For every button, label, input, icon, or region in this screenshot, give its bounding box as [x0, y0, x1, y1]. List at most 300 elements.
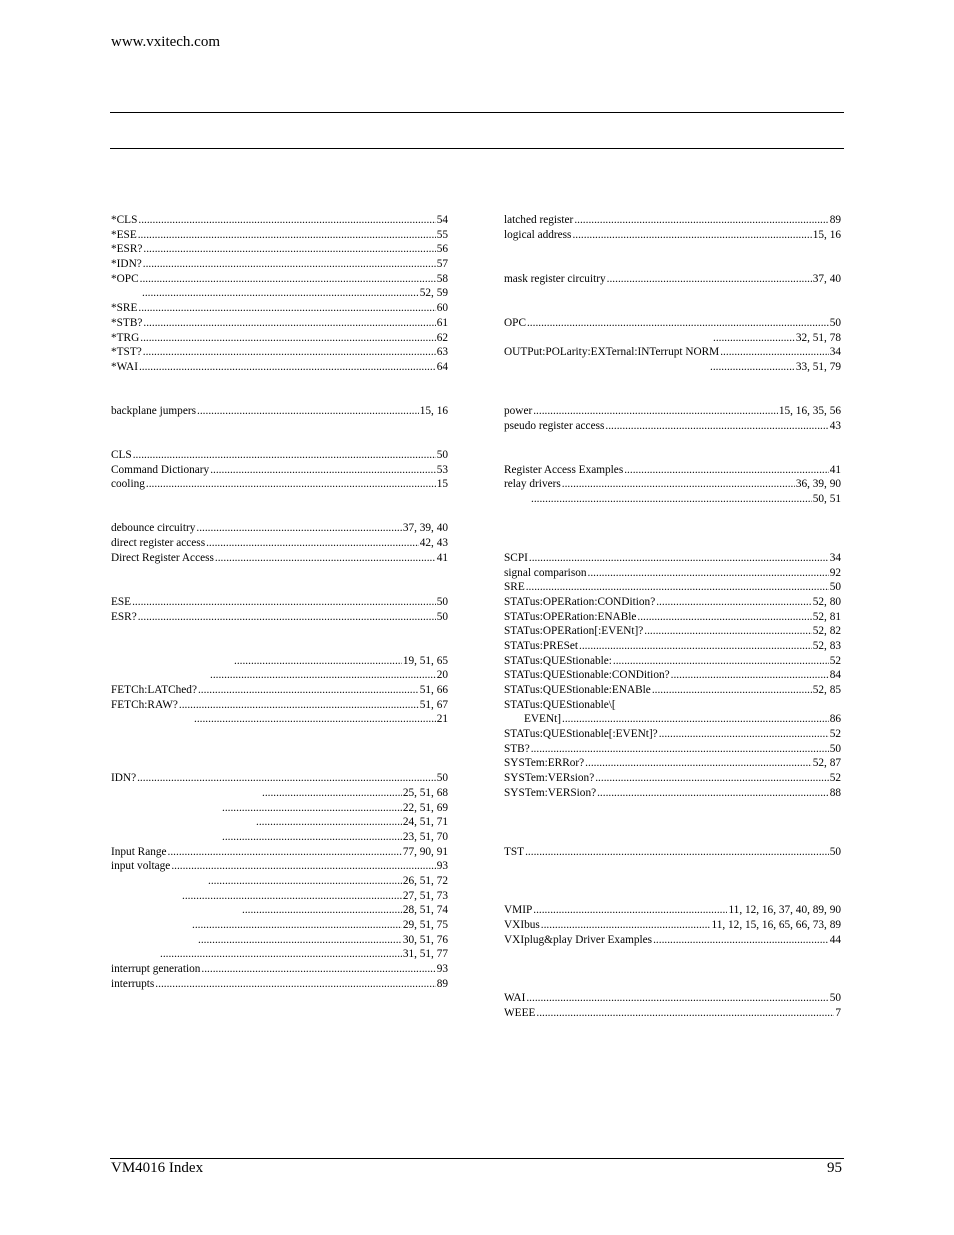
index-entry	[504, 845, 841, 860]
dot-leader	[143, 316, 435, 331]
index-spacer	[111, 389, 448, 404]
index-term: backplane jumpers	[111, 404, 197, 417]
header-rule-bottom	[110, 148, 844, 149]
dot-leader	[155, 977, 435, 992]
index-page-refs: 53	[436, 463, 448, 476]
dot-leader	[710, 360, 795, 375]
dot-leader	[562, 477, 795, 492]
index-page-refs: 54	[436, 214, 448, 226]
index-page-refs: 50	[436, 610, 448, 623]
index-entry	[111, 477, 448, 492]
index-term: STATus:QUEStionable:ENABle	[504, 684, 651, 696]
dot-leader	[526, 991, 828, 1006]
index-entry	[111, 595, 448, 610]
index-entry	[111, 874, 448, 889]
dot-leader	[624, 463, 828, 478]
dot-leader	[138, 610, 436, 625]
dot-leader	[541, 918, 711, 933]
index-page-refs: 50	[436, 772, 448, 785]
index-page-refs: 63	[436, 346, 448, 359]
index-term: debounce circuitry	[111, 522, 196, 535]
index-spacer	[111, 419, 448, 434]
index-entry	[504, 1006, 841, 1021]
index-page-refs: 84	[829, 669, 841, 682]
dot-leader	[139, 360, 436, 375]
index-page-refs: 33, 51, 79	[795, 360, 841, 373]
index-page-refs: 52	[829, 772, 841, 785]
dot-leader	[613, 654, 829, 669]
index-page-refs: 37, 40	[812, 272, 841, 285]
index-page-refs: 42, 43	[419, 537, 448, 550]
index-page-refs: 37, 39, 40	[402, 522, 448, 535]
index-term: *ESE	[111, 228, 137, 241]
index-spacer	[111, 580, 448, 595]
index-entry	[111, 360, 448, 375]
index-page-refs: 61	[436, 316, 448, 329]
index-spacer	[504, 448, 841, 463]
index-spacer	[504, 242, 841, 257]
index-term: *CLS	[111, 214, 138, 226]
index-entry	[504, 228, 841, 243]
index-term: latched register	[504, 214, 574, 226]
dot-leader	[579, 639, 812, 654]
index-entry	[111, 213, 448, 228]
index-term: TST	[504, 845, 525, 858]
index-spacer	[504, 962, 841, 977]
index-column-left	[111, 213, 448, 991]
index-page-refs: 52, 82	[812, 625, 841, 638]
index-page-refs: 51, 67	[419, 698, 448, 711]
index-page-refs: 52, 85	[812, 684, 841, 696]
dot-leader	[671, 668, 829, 683]
header-rule-top	[110, 112, 844, 113]
index-page-refs: 62	[436, 331, 448, 344]
index-entry	[111, 404, 448, 419]
dot-leader	[533, 404, 778, 419]
dot-leader	[143, 257, 436, 272]
index-entry	[504, 742, 841, 757]
dot-leader	[536, 1006, 834, 1021]
index-entry	[504, 360, 841, 375]
index-entry	[111, 228, 448, 243]
index-page-refs: 50	[829, 316, 841, 329]
dot-leader	[171, 859, 435, 874]
index-entry	[111, 551, 448, 566]
index-entry	[504, 786, 841, 801]
dot-leader	[210, 668, 436, 683]
dot-leader	[194, 712, 436, 727]
index-page-refs: 30, 51, 76	[402, 933, 448, 946]
index-term: input voltage	[111, 860, 171, 873]
index-spacer	[504, 536, 841, 551]
index-page-refs: 20	[436, 669, 448, 682]
index-entry	[111, 815, 448, 830]
index-term: FETCh:LATChed?	[111, 684, 197, 696]
index-page-refs: 50	[436, 449, 448, 461]
index-page-refs: 55	[436, 228, 448, 241]
index-entry	[504, 595, 841, 610]
index-term: STATus:OPERation[:EVENt]?	[504, 625, 644, 638]
index-page-refs: 28, 51, 74	[402, 904, 448, 917]
index-entry	[111, 918, 448, 933]
index-page-refs: 41	[829, 463, 841, 476]
dot-leader	[262, 786, 402, 801]
dot-leader	[215, 551, 436, 566]
index-entry	[504, 698, 841, 713]
dot-leader	[607, 272, 812, 287]
index-entry	[111, 257, 448, 272]
index-entry	[111, 845, 448, 860]
index-page-refs: 23, 51, 70	[402, 830, 448, 843]
index-entry	[504, 610, 841, 625]
dot-leader	[605, 419, 828, 434]
index-entry	[504, 639, 841, 654]
index-entry	[504, 727, 841, 742]
index-spacer	[504, 874, 841, 889]
index-term: EVENt]	[524, 713, 562, 726]
dot-leader	[656, 595, 812, 610]
index-page-refs: 50	[829, 992, 841, 1005]
index-entry	[111, 698, 448, 713]
index-page-refs: 88	[829, 786, 841, 799]
index-entry	[504, 712, 841, 727]
index-spacer	[111, 639, 448, 654]
index-page-refs: 52	[829, 728, 841, 741]
dot-leader	[143, 345, 436, 360]
index-entry	[504, 654, 841, 669]
index-entry	[504, 463, 841, 478]
index-page-refs: 52, 59	[419, 287, 448, 300]
index-spacer	[504, 830, 841, 845]
index-spacer	[504, 859, 841, 874]
dot-leader	[234, 654, 402, 669]
index-page-refs: 93	[436, 860, 448, 873]
index-term: STATus:QUEStionable:	[504, 654, 612, 667]
dot-leader	[140, 272, 436, 287]
index-term: WAI	[504, 992, 526, 1005]
index-term: power	[504, 404, 533, 417]
index-term: STB?	[504, 742, 530, 755]
index-entry	[111, 859, 448, 874]
index-page-refs: 77, 90, 91	[402, 845, 448, 858]
index-page-refs: 34	[829, 346, 841, 359]
dot-leader	[138, 228, 436, 243]
index-term: VXIbus	[504, 919, 540, 931]
index-page-refs: 31, 51, 77	[402, 948, 448, 961]
index-page-refs: 89	[436, 977, 448, 990]
website-url: www.vxitech.com	[111, 34, 220, 50]
index-entry	[111, 962, 448, 977]
index-page-refs: 27, 51, 73	[402, 889, 448, 902]
dot-leader	[597, 786, 829, 801]
index-entry	[504, 991, 841, 1006]
index-page-refs: 52, 83	[812, 639, 841, 652]
index-term: Command Dictionary	[111, 463, 210, 476]
index-page-refs: 44	[829, 933, 841, 946]
index-term: relay drivers	[504, 478, 561, 491]
index-entry	[111, 947, 448, 962]
dot-leader	[529, 551, 829, 566]
dot-leader	[208, 874, 402, 889]
dot-leader	[531, 742, 829, 757]
index-term: WEEE	[504, 1007, 536, 1020]
dot-leader	[574, 213, 828, 228]
index-page-refs: 50	[829, 581, 841, 594]
index-page-refs: 11, 12, 16, 37, 40, 89, 90	[728, 904, 841, 917]
index-entry	[111, 316, 448, 331]
dot-leader	[588, 566, 829, 581]
index-entry	[111, 889, 448, 904]
index-page-refs: 15	[436, 478, 448, 491]
index-page-refs: 43	[829, 419, 841, 432]
index-entry	[504, 316, 841, 331]
index-term: OUTPut:POLarity:EXTernal:INTerrupt NORM	[504, 346, 720, 359]
index-entry	[504, 419, 841, 434]
dot-leader	[140, 331, 435, 346]
index-spacer	[504, 389, 841, 404]
dot-leader	[201, 962, 435, 977]
dot-leader	[222, 830, 402, 845]
index-term: signal comparison	[504, 566, 587, 579]
index-entry	[111, 521, 448, 536]
index-term: STATus:PRESet	[504, 639, 579, 652]
index-spacer	[504, 301, 841, 316]
dot-leader	[168, 845, 402, 860]
index-page-refs: 58	[436, 272, 448, 285]
index-page-refs: 15, 16	[419, 404, 448, 417]
index-spacer	[504, 521, 841, 536]
index-entry	[504, 771, 841, 786]
index-spacer	[111, 507, 448, 522]
dot-leader	[720, 345, 828, 360]
index-entry	[504, 492, 841, 507]
index-spacer	[504, 507, 841, 522]
index-page-refs: 93	[436, 963, 448, 976]
index-term: STATus:OPERation:CONDition?	[504, 595, 656, 608]
dot-leader	[133, 448, 436, 463]
index-entry	[111, 668, 448, 683]
index-entry	[111, 830, 448, 845]
index-entry	[111, 536, 448, 551]
dot-leader	[526, 580, 829, 595]
index-term: SYSTem:ERRor?	[504, 757, 585, 770]
index-spacer	[504, 815, 841, 830]
index-entry	[504, 345, 841, 360]
index-term: *STB?	[111, 316, 143, 329]
index-spacer	[111, 756, 448, 771]
index-page-refs: 50	[829, 742, 841, 755]
index-spacer	[504, 375, 841, 390]
dot-leader	[242, 903, 402, 918]
index-page-refs: 92	[829, 566, 841, 579]
index-spacer	[111, 742, 448, 757]
index-page-refs: 26, 51, 72	[402, 874, 448, 887]
index-entry	[111, 771, 448, 786]
index-page-refs: 21	[436, 713, 448, 726]
dot-leader	[637, 610, 811, 625]
index-entry	[111, 331, 448, 346]
index-page-refs: 7	[835, 1007, 841, 1020]
dot-leader	[533, 903, 727, 918]
index-page-refs: 15, 16	[812, 228, 841, 241]
index-entry	[111, 903, 448, 918]
index-term: cooling	[111, 478, 145, 491]
index-term: SCPI	[504, 551, 528, 564]
index-page-refs: 24, 51, 71	[402, 816, 448, 829]
dot-leader	[527, 316, 829, 331]
index-entry	[504, 213, 841, 228]
dot-leader	[197, 404, 419, 419]
index-page-refs: 32, 51, 78	[795, 331, 841, 344]
index-term: SRE	[504, 581, 525, 594]
index-term: interrupt generation	[111, 963, 201, 976]
index-page-refs: 11, 12, 15, 16, 65, 66, 73, 89	[711, 919, 841, 931]
index-page-refs: 41	[436, 551, 448, 564]
dot-leader	[595, 771, 828, 786]
index-term: STATus:QUEStionable[:EVENt]?	[504, 728, 658, 741]
index-term: Direct Register Access	[111, 551, 214, 564]
index-term: ESR?	[111, 610, 137, 623]
index-entry	[111, 977, 448, 992]
index-page-refs: 60	[436, 302, 448, 315]
dot-leader	[196, 521, 401, 536]
index-term: STATus:QUEStionable:CONDition?	[504, 669, 670, 682]
index-term: VMIP	[504, 904, 533, 917]
index-page-refs: 56	[436, 243, 448, 256]
dot-leader	[160, 947, 402, 962]
dot-leader	[142, 286, 419, 301]
index-spacer	[111, 566, 448, 581]
dot-leader	[192, 918, 402, 933]
index-spacer	[504, 433, 841, 448]
index-entry	[504, 566, 841, 581]
index-entry	[504, 331, 841, 346]
dot-leader	[256, 815, 402, 830]
dot-leader	[132, 595, 436, 610]
index-term: VXIplug&play Driver Examples	[504, 933, 653, 946]
index-spacer	[504, 801, 841, 816]
dot-leader	[222, 801, 402, 816]
index-page-refs: 52	[829, 654, 841, 667]
index-entry	[504, 683, 841, 698]
dot-leader	[585, 756, 812, 771]
index-page-refs: 64	[436, 360, 448, 373]
index-term: *TRG	[111, 331, 140, 344]
index-page-refs: 57	[436, 258, 448, 271]
page-number: 95	[827, 1160, 842, 1176]
index-entry	[504, 918, 841, 933]
index-term: CLS	[111, 449, 132, 461]
index-entry	[111, 463, 448, 478]
index-spacer	[111, 492, 448, 507]
dot-leader	[138, 213, 435, 228]
index-entry	[504, 756, 841, 771]
index-term: IDN?	[111, 772, 137, 785]
index-term: mask register circuitry	[504, 272, 606, 285]
index-term: FETCh:RAW?	[111, 698, 178, 711]
index-entry	[111, 610, 448, 625]
index-page-refs: 29, 51, 75	[402, 919, 448, 931]
dot-leader	[659, 727, 829, 742]
dot-leader	[198, 933, 402, 948]
index-entry	[504, 668, 841, 683]
index-entry	[504, 933, 841, 948]
index-term: *WAI	[111, 360, 138, 373]
index-term: OPC	[504, 316, 526, 329]
index-page-refs: 89	[829, 214, 841, 226]
index-term: pseudo register access	[504, 419, 605, 432]
index-spacer	[111, 727, 448, 742]
dot-leader	[210, 463, 436, 478]
index-page-refs: 22, 51, 69	[402, 801, 448, 814]
index-term: *ESR?	[111, 243, 143, 256]
dot-leader	[206, 536, 419, 551]
index-entry	[111, 933, 448, 948]
index-entry	[504, 404, 841, 419]
dot-leader	[525, 845, 829, 860]
dot-leader	[143, 242, 435, 257]
index-entry	[111, 301, 448, 316]
index-entry	[111, 786, 448, 801]
index-spacer	[504, 977, 841, 992]
index-page-refs: 50	[829, 845, 841, 858]
dot-leader	[146, 477, 436, 492]
index-entry	[111, 654, 448, 669]
dot-leader	[562, 712, 829, 727]
index-term: direct register access	[111, 537, 206, 550]
index-term: interrupts	[111, 977, 155, 990]
index-term: STATus:OPERation:ENABle	[504, 610, 637, 623]
index-spacer	[504, 947, 841, 962]
index-entry	[504, 624, 841, 639]
index-column-right	[504, 213, 841, 1021]
index-entry	[504, 477, 841, 492]
dot-leader	[644, 624, 811, 639]
index-page-refs: 25, 51, 68	[402, 786, 448, 799]
index-entry	[111, 448, 448, 463]
index-entry	[504, 551, 841, 566]
index-page-refs: 52, 87	[812, 757, 841, 770]
index-page-refs: 52, 81	[812, 610, 841, 623]
index-page-refs: 51, 66	[419, 684, 448, 696]
index-page-refs: 34	[829, 551, 841, 564]
index-entry	[111, 345, 448, 360]
index-term: SYSTem:VERsion?	[504, 772, 595, 785]
index-entry	[111, 712, 448, 727]
index-page-refs: 36, 39, 90	[795, 478, 841, 491]
index-spacer	[111, 433, 448, 448]
dot-leader	[572, 228, 811, 243]
index-term: Register Access Examples	[504, 463, 624, 476]
dot-leader	[653, 933, 829, 948]
index-term: *TST?	[111, 346, 142, 359]
dot-leader	[531, 492, 812, 507]
index-spacer	[504, 257, 841, 272]
index-entry	[504, 903, 841, 918]
dot-leader	[137, 771, 436, 786]
index-term: SYSTem:VERSion?	[504, 786, 597, 799]
index-spacer	[504, 889, 841, 904]
index-entry	[504, 272, 841, 287]
index-page-refs: 86	[829, 713, 841, 726]
index-entry	[111, 683, 448, 698]
dot-leader	[652, 683, 812, 698]
index-entry	[111, 242, 448, 257]
index-spacer	[111, 375, 448, 390]
dot-leader	[713, 331, 795, 346]
index-term: *SRE	[111, 302, 138, 315]
index-term: logical address	[504, 228, 572, 241]
